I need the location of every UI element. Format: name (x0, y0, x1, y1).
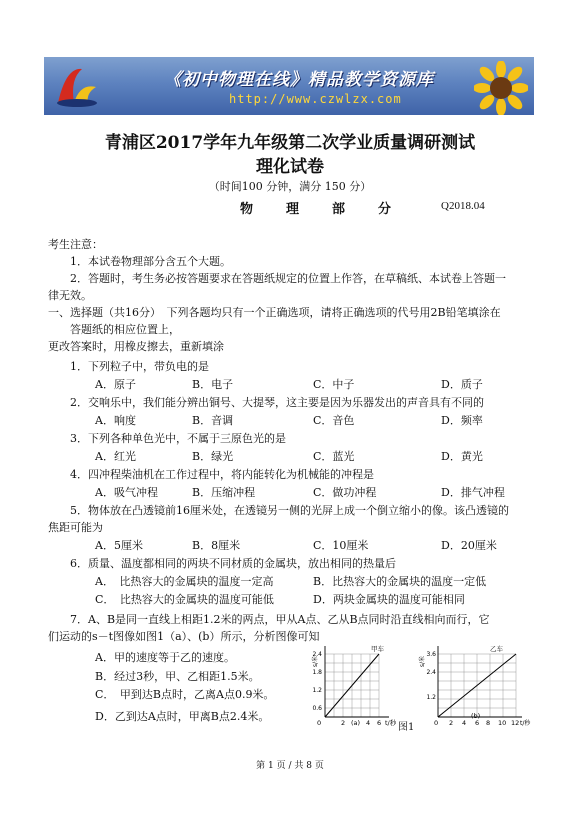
graph-b-sub-label: (b) (471, 712, 481, 720)
graph-b-x-tick: 2 (449, 719, 454, 727)
question-1-option-a: A．原子 (95, 378, 136, 391)
question-3-stem: 3．下列各种单色光中，不属于三原色光的是 (70, 432, 286, 445)
question-1-option-b: B．电子 (192, 378, 234, 391)
graph-a-y-tick: 1.2 (312, 687, 322, 694)
note-2-cont: 律无效。 (48, 289, 92, 302)
question-2-option-b: B．音调 (192, 414, 234, 427)
graph-a-y-tick: 2.4 (312, 651, 322, 658)
note-2: 2．答题时，考生务必按答题要求在答题纸规定的位置上作答，在草稿纸、本试卷上答题一 (70, 272, 506, 285)
question-1-stem: 1．下列粒子中，带负电的是 (70, 360, 209, 373)
question-3-option-d: D．黄光 (441, 450, 483, 463)
graph-b-x-tick: 10 (498, 719, 507, 727)
question-7-stem-cont: 们运动的s－t图像如图1（a）、(b）所示，分析图像可知 (48, 630, 320, 643)
question-5-stem-cont: 焦距可能为 (48, 521, 103, 534)
question-3-option-a: A．红光 (95, 450, 136, 463)
part1-instruction: 一、选择题（共16分） 下列各题均只有一个正确选项，请将正确选项的代号用2B铅笔填涂在 (48, 306, 501, 319)
graph-b-y-tick: 3.6 (426, 651, 436, 658)
question-7-option-d: D．乙到达A点时，甲离B点2.4米。 (95, 710, 270, 723)
graph-a-series-label: 甲车 (371, 645, 384, 653)
graph-b (416, 640, 536, 730)
exam-time-info: （时间100 分钟，满分 150 分） (208, 180, 372, 193)
graph-a-origin: 0 (317, 719, 322, 727)
notes-heading: 考生注意： (48, 238, 103, 251)
question-5-option-d: D．20厘米 (441, 539, 497, 552)
banner-title: 《初中物理在线》精品教学资源库 (164, 70, 434, 90)
question-7-option-b: B．经过3秒，甲、乙相距1.5米。 (95, 670, 260, 683)
graph-a-x-label: t/秒 (385, 719, 397, 727)
question-2-stem: 2．交响乐中，我们能分辨出铜号、大提琴，这主要是因为乐器发出的声音具有不同的 (70, 396, 484, 409)
page-footer: 第 1 页 / 共 8 页 (256, 761, 324, 771)
graph-a-y-tick: 0.6 (312, 705, 322, 712)
graph-b-x-tick: 6 (475, 719, 480, 727)
note-1: 1．本试卷物理部分含五个大题。 (70, 255, 231, 268)
question-6-option-d: D．两块金属块的温度可能相同 (313, 593, 465, 606)
graph-b-y-tick: 2.4 (426, 669, 436, 676)
question-6-stem: 6．质量、温度都相同的两块不同材质的金属块，放出相同的热量后 (70, 557, 396, 570)
graph-b-x-tick: 8 (486, 719, 491, 727)
graph-b-x-tick: 12 (511, 719, 520, 727)
sunflower-icon (474, 61, 528, 115)
question-4-stem: 4．四冲程柴油机在工作过程中，将内能转化为机械能的冲程是 (70, 468, 374, 481)
part1-instruction-note: 更改答案时，用橡皮擦去，重新填涂 (48, 340, 224, 353)
graph-a (293, 640, 401, 730)
graph-a-x-tick: 6 (377, 719, 382, 727)
graph-b-x-label: t/秒 (520, 720, 531, 727)
graph-b-x-tick: 0 (434, 719, 439, 727)
question-5-option-a: A．5厘米 (95, 539, 143, 552)
question-1-option-d: D．质子 (441, 378, 483, 391)
question-3-option-c: C．蓝光 (313, 450, 355, 463)
exam-code: Q2018.04 (441, 200, 485, 212)
exam-title: 青浦区2017学年九年级第二次学业质量调研测试 (104, 133, 476, 153)
header-banner (44, 57, 534, 115)
graph-a-y-tick: 1.8 (312, 669, 322, 676)
question-2-option-a: A．响度 (95, 414, 136, 427)
question-5-option-b: B．8厘米 (192, 539, 241, 552)
graph-b-series-label: 乙车 (490, 645, 503, 653)
part1-instruction-cont: 答题纸的相应位置上， (70, 323, 180, 336)
graph-a-x-tick: 4 (366, 719, 371, 727)
section-title: 物 理 部 分 (240, 202, 402, 217)
question-4-option-b: B．压缩冲程 (192, 486, 256, 499)
graph-b-x-tick: 4 (462, 719, 467, 727)
question-7-option-a: A．甲的速度等于乙的速度。 (95, 651, 235, 664)
question-6-option-a: A． 比热容大的金属块的温度一定高 (95, 575, 274, 588)
question-5-option-c: C．10厘米 (313, 539, 369, 552)
graph-a-sub-label: (a) (351, 719, 361, 727)
question-4-option-c: C．做功冲程 (313, 486, 377, 499)
question-6-option-b: B．比热容大的金属块的温度一定低 (313, 575, 487, 588)
question-4-option-d: D．排气冲程 (441, 486, 505, 499)
question-2-option-c: C．音色 (313, 414, 355, 427)
question-6-option-c: C． 比热容大的金属块的温度可能低 (95, 593, 274, 606)
banner-url: http://www.czwlzx.com (229, 92, 402, 106)
graph-a-y-label: s/米 (312, 656, 319, 668)
exam-subtitle: 理化试卷 (256, 157, 324, 177)
question-1-option-c: C．中子 (313, 378, 355, 391)
figure-caption: 图1 (398, 722, 415, 733)
question-2-option-d: D．频率 (441, 414, 483, 427)
graph-b-y-tick: 1.2 (426, 694, 436, 701)
site-logo-icon (52, 63, 102, 109)
question-7-stem: 7．A、B是同一直线上相距1.2米的两点，甲从A点、乙从B点同时沿直线相向而行，它 (70, 613, 490, 626)
graph-b-y-label: s/米 (419, 656, 426, 668)
question-3-option-b: B．绿光 (192, 450, 234, 463)
graph-a-x-tick: 2 (341, 719, 346, 727)
question-5-stem: 5．物体放在凸透镜前16厘米处，在透镜另一侧的光屏上成一个倒立缩小的像。该凸透镜的 (70, 504, 509, 517)
question-7-option-c: C． 甲到达B点时，乙离A点0.9米。 (95, 688, 275, 701)
question-4-option-a: A．吸气冲程 (95, 486, 158, 499)
